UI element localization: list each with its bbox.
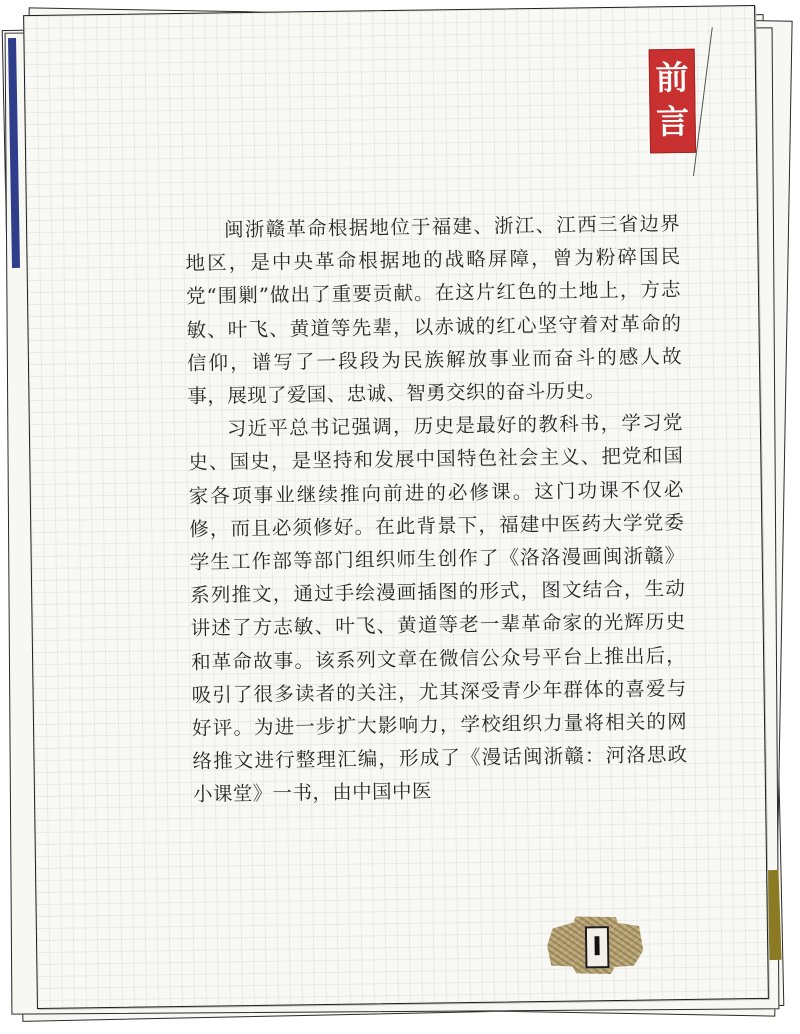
- section-title-badge: [649, 49, 696, 154]
- page-number: I: [585, 926, 610, 968]
- paragraph-2: 习近平总书记强调，历史是最好的教科书，学习党史、国史，是坚持和发展中国特色社会主义、把党和国家各项事业继续推向前进的必修课。这门功课不仅必修，而且必须修好。在此背景下，福建中医药大学党委学生工作部等部门组织师生创作了《洛洛漫画闽浙赣》系列推文，通过手绘漫画插图的形式，图文结合，生动讲述了方志敏、叶飞、黄道等老一辈革命家的光辉历史和革命故事。该系列文章在微信公众号平台上推出后，吸引了很多读者的关注，尤其深受青少年群体的喜爱与好评。为进一步扩大影响力，学校组织力量将相关的网络推文进行整理汇编，形成了《漫话闽浙赣：河洛思政小课堂》一书，由中国中医: [188, 411, 688, 807]
- page-number-plate: [547, 916, 644, 975]
- section-title-char-1: 前: [655, 57, 689, 98]
- paragraph-1: 闽浙赣革命根据地位于福建、浙江、江西三省边界地区，是中央革命根据地的战略屏障，曾为粉碎国民党“围剿”做出了重要贡献。在这片红色的土地上，方志敏、叶飞、黄道等先辈，以赤诚的红心坚守着对革命的信仰，谱写了一段段为民族解放事业而奋斗的感人故事，展现了爱国、忠诚、智勇交织的奋斗历史。: [185, 212, 683, 408]
- section-title-char-2: 言: [655, 101, 690, 142]
- preface-body: [185, 207, 688, 812]
- document-page: [23, 5, 769, 1009]
- badge-hanging-line: [693, 27, 713, 176]
